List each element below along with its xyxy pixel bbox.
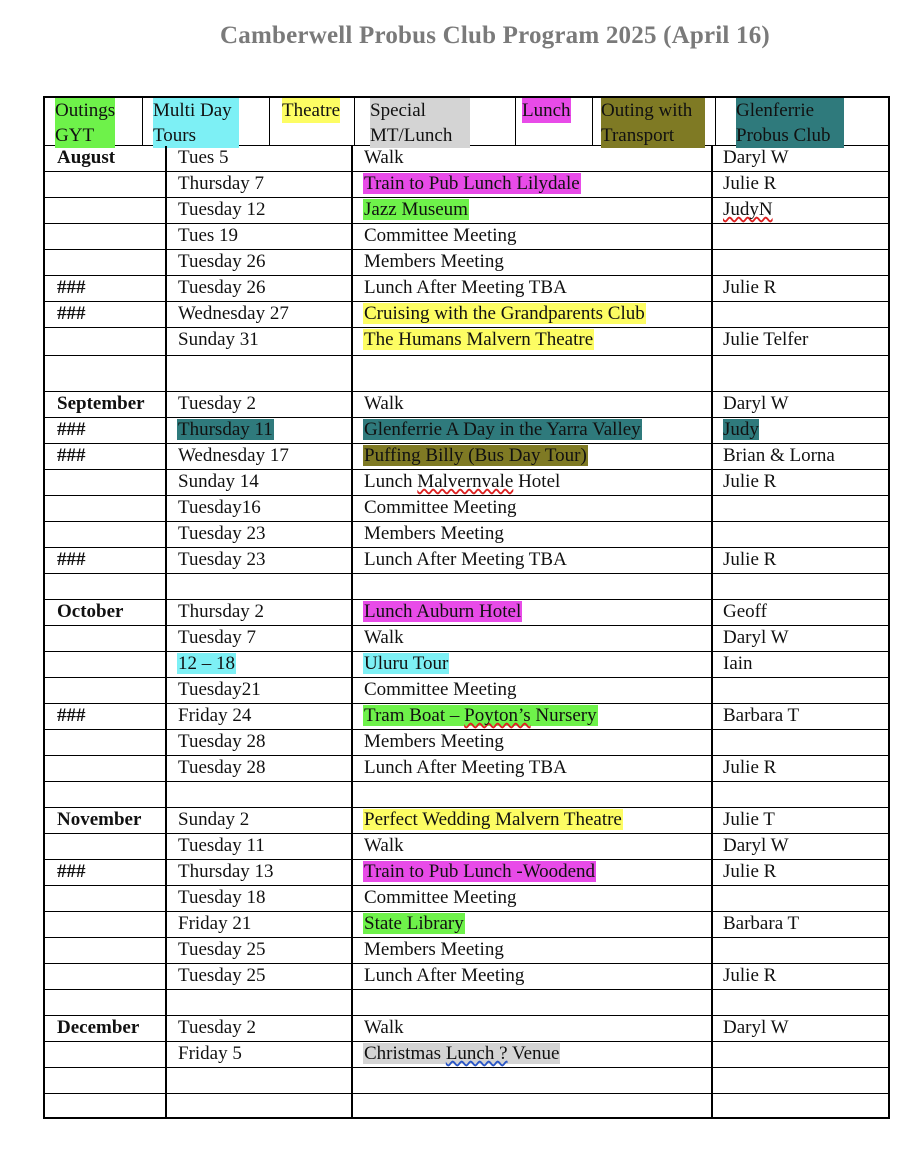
table-row <box>45 574 890 600</box>
leader-text: JudyN <box>723 199 773 220</box>
table-row <box>45 356 890 392</box>
event-text: Train to Pub Lunch Lilydale <box>364 173 580 194</box>
event-text: Committee Meeting <box>364 497 517 518</box>
date-text <box>177 1095 179 1116</box>
leader-cell <box>723 444 835 469</box>
date-cell <box>177 522 266 547</box>
legend-label: Tours <box>153 125 197 146</box>
leader-cell <box>723 652 753 677</box>
date-text: Tuesday 11 <box>178 835 265 856</box>
table-row <box>45 782 890 808</box>
table-row <box>45 808 890 834</box>
date-text: Thursday 11 <box>178 419 273 440</box>
month-cell: December <box>57 1017 140 1038</box>
table-row <box>45 730 890 756</box>
event-cell <box>363 574 365 599</box>
date-text: Tuesday 2 <box>178 393 256 414</box>
table-row <box>45 302 890 328</box>
leader-cell <box>723 146 789 171</box>
event-text: Committee Meeting <box>364 679 517 700</box>
legend-label: Probus Club <box>736 125 831 146</box>
event-text: Uluru Tour <box>364 653 449 674</box>
date-text: Tuesday 28 <box>178 757 266 778</box>
date-cell <box>177 328 260 355</box>
table-row <box>45 860 890 886</box>
table-row <box>45 328 890 356</box>
date-cell <box>177 860 275 885</box>
table-row <box>45 652 890 678</box>
table-row <box>45 392 890 418</box>
table-row <box>45 964 890 990</box>
leader-text: Daryl W <box>723 1017 789 1038</box>
table-row <box>45 146 890 172</box>
event-text <box>363 783 365 804</box>
date-text: Friday 21 <box>178 913 252 934</box>
date-cell <box>177 756 266 781</box>
date-cell <box>177 1094 179 1118</box>
leader-text: Julie T <box>723 809 775 830</box>
date-text <box>177 1069 179 1090</box>
table-row <box>45 756 890 782</box>
date-cell <box>177 224 239 249</box>
date-text: Tues 5 <box>178 147 229 168</box>
table-row <box>45 172 890 198</box>
date-cell <box>177 356 179 391</box>
event-text: Lunch After Meeting <box>364 965 525 986</box>
date-cell <box>177 1068 179 1093</box>
event-text-flagged: Malvernvale <box>417 471 514 492</box>
month-cell: ### <box>57 549 86 570</box>
date-cell <box>177 600 265 625</box>
legend-special-mt-lunch <box>355 98 515 146</box>
leader-cell <box>723 1016 789 1041</box>
table-row <box>45 198 890 224</box>
event-cell <box>363 328 594 355</box>
date-text <box>177 575 179 596</box>
event-text: Walk <box>364 835 404 856</box>
table-row <box>45 704 890 730</box>
event-cell <box>363 224 518 249</box>
event-cell <box>363 652 449 677</box>
date-text <box>177 991 179 1012</box>
date-cell <box>177 730 266 755</box>
table-row <box>45 678 890 704</box>
event-cell <box>363 444 588 469</box>
leader-text: Geoff <box>723 601 767 622</box>
leader-cell <box>723 808 775 833</box>
legend-label: Glenferrie <box>736 100 815 121</box>
month-cell: October <box>57 601 124 622</box>
event-text <box>363 1069 365 1090</box>
date-text: Tuesday 26 <box>178 251 266 272</box>
table-row <box>45 548 890 574</box>
leader-text: Julie R <box>723 277 777 298</box>
event-cell <box>363 782 365 807</box>
event-text: Jazz Museum <box>364 199 468 220</box>
date-text: Tuesday 28 <box>178 731 266 752</box>
table-row <box>45 276 890 302</box>
event-text <box>363 1095 365 1116</box>
event-cell <box>363 198 469 223</box>
leader-text: Julie R <box>723 549 777 570</box>
date-text: Tuesday 23 <box>178 523 266 544</box>
legend-label: Multi Day <box>153 100 232 121</box>
date-text: Sunday 14 <box>178 471 259 492</box>
leader-text: Julie R <box>723 757 777 778</box>
date-text: Tuesday 23 <box>178 549 266 570</box>
date-cell <box>177 496 262 521</box>
event-cell <box>363 860 596 885</box>
leader-cell <box>723 756 776 781</box>
event-text-part: Tram Boat – <box>364 705 465 726</box>
event-cell <box>363 146 405 171</box>
leader-text: Barbara T <box>723 705 800 726</box>
legend-label: Outing with <box>601 100 693 121</box>
event-text: Train to Pub Lunch -Woodend <box>364 861 596 882</box>
date-text: Tues 19 <box>178 225 239 246</box>
event-text-flagged: Lunch ? <box>445 1043 508 1064</box>
table-row <box>45 834 890 860</box>
date-cell <box>177 548 266 573</box>
event-cell <box>363 704 598 729</box>
date-text: Friday 5 <box>178 1043 242 1064</box>
month-cell: ### <box>57 445 86 466</box>
month-cell: August <box>57 147 116 168</box>
event-text <box>363 575 365 596</box>
date-cell <box>177 1016 257 1041</box>
event-text: Lunch After Meeting TBA <box>364 757 567 778</box>
leader-cell <box>723 964 776 989</box>
month-cell: ### <box>57 861 86 882</box>
event-cell <box>363 302 646 327</box>
event-cell <box>363 496 518 521</box>
table-row <box>45 886 890 912</box>
event-text: Walk <box>364 1017 404 1038</box>
legend-lunch: Lunch <box>522 100 571 121</box>
date-cell <box>177 470 260 495</box>
event-text: Members Meeting <box>364 523 504 544</box>
date-text: Friday 24 <box>178 705 252 726</box>
date-cell <box>177 964 266 989</box>
date-text: Tuesday 26 <box>178 277 266 298</box>
leader-text: Iain <box>723 653 753 674</box>
date-text <box>177 357 179 378</box>
date-text: Wednesday 17 <box>178 445 289 466</box>
leader-cell <box>723 860 776 885</box>
date-text: Sunday 2 <box>178 809 250 830</box>
month-cell: ### <box>57 303 86 324</box>
table-row <box>45 938 890 964</box>
legend-glenferrie-probus-club <box>716 98 890 146</box>
date-text: Sunday 31 <box>178 329 259 350</box>
table-row <box>45 418 890 444</box>
table-row <box>45 250 890 276</box>
leader-cell <box>723 470 776 495</box>
month-cell: September <box>57 393 145 414</box>
leader-text: Julie R <box>723 471 777 492</box>
legend-label: GYT <box>55 125 95 146</box>
date-cell <box>177 146 230 171</box>
event-cell <box>363 912 465 937</box>
date-cell <box>177 704 252 729</box>
event-text: Lunch Auburn Hotel <box>364 601 522 622</box>
leader-text: Julie Telfer <box>723 329 809 350</box>
table-row <box>45 522 890 548</box>
date-text: Tuesday 18 <box>178 887 266 908</box>
date-cell <box>177 392 257 417</box>
event-text-part: Lunch <box>364 471 418 492</box>
date-text: Tuesday 7 <box>178 627 256 648</box>
leader-cell <box>723 172 776 197</box>
date-cell <box>177 652 236 677</box>
date-cell <box>177 1042 243 1067</box>
leader-text: Julie R <box>723 173 777 194</box>
leader-cell <box>723 600 767 625</box>
event-text: Glenferrie A Day in the Yarra Valley <box>364 419 641 440</box>
event-text-part: Christmas <box>364 1043 446 1064</box>
event-text <box>363 471 561 492</box>
table-row <box>45 444 890 470</box>
event-text: Committee Meeting <box>364 887 517 908</box>
event-cell <box>363 1016 405 1041</box>
table-row <box>45 626 890 652</box>
event-text-part: Venue <box>507 1043 560 1064</box>
event-text: Walk <box>364 393 404 414</box>
date-cell <box>177 418 274 443</box>
event-text: Perfect Wedding Malvern Theatre <box>364 809 622 830</box>
event-text-part: Nursery <box>530 705 597 726</box>
date-text: Tuesday 2 <box>178 1017 256 1038</box>
date-cell <box>177 276 266 301</box>
date-cell <box>177 172 265 197</box>
legend-multi-day-tours <box>143 98 269 146</box>
month-cell: ### <box>57 419 86 440</box>
date-text: Tuesday16 <box>178 497 261 518</box>
date-text: Wednesday 27 <box>178 303 289 324</box>
event-text: Walk <box>364 147 404 168</box>
page-title: Camberwell Probus Club Program 2025 (April 16) <box>220 22 770 49</box>
leader-cell <box>723 626 789 651</box>
program-table <box>43 146 890 1119</box>
leader-text: Barbara T <box>723 913 800 934</box>
event-cell <box>363 808 623 833</box>
event-cell <box>363 964 525 989</box>
event-cell <box>363 418 642 443</box>
event-cell <box>363 250 505 275</box>
legend-label: Outings <box>55 100 116 121</box>
legend <box>43 96 890 146</box>
event-cell <box>363 1068 365 1093</box>
event-text-flagged: Poyton’s <box>464 705 531 726</box>
event-cell <box>363 276 568 301</box>
date-cell <box>177 912 252 937</box>
date-cell <box>177 302 290 327</box>
leader-cell <box>723 418 759 443</box>
month-cell: ### <box>57 277 86 298</box>
date-cell <box>177 782 179 807</box>
table-row <box>45 1016 890 1042</box>
leader-cell <box>723 912 799 937</box>
table-row <box>45 224 890 250</box>
date-cell <box>177 678 262 703</box>
event-cell <box>363 392 405 417</box>
event-cell <box>363 626 405 651</box>
event-text: Members Meeting <box>364 731 504 752</box>
event-text: Lunch After Meeting TBA <box>364 277 567 298</box>
date-text: Tuesday 12 <box>178 199 266 220</box>
event-cell <box>363 756 568 781</box>
table-row <box>45 1042 890 1068</box>
event-text-part: Hotel <box>513 471 561 492</box>
date-text: Tuesday21 <box>178 679 261 700</box>
event-cell <box>363 990 365 1015</box>
event-text: Walk <box>364 627 404 648</box>
event-cell <box>363 522 505 547</box>
event-cell <box>363 678 518 703</box>
date-cell <box>177 444 290 469</box>
legend-outings-gyt <box>45 98 141 146</box>
event-text <box>363 357 365 378</box>
event-text: Members Meeting <box>364 939 504 960</box>
table-row <box>45 912 890 938</box>
date-text: Tuesday 25 <box>178 939 266 960</box>
event-cell <box>363 1094 365 1118</box>
legend-label: Special <box>370 100 426 121</box>
legend-label: MT/Lunch <box>370 125 453 146</box>
leader-text: Daryl W <box>723 147 789 168</box>
event-text <box>363 705 598 726</box>
table-row <box>45 1094 890 1118</box>
event-cell <box>363 470 561 495</box>
leader-text: Brian & Lorna <box>723 445 835 466</box>
leader-text: Daryl W <box>723 393 789 414</box>
date-text: Thursday 7 <box>178 173 265 194</box>
leader-text: Daryl W <box>723 835 789 856</box>
date-cell <box>177 250 266 275</box>
leader-text: Julie R <box>723 861 777 882</box>
date-text: Thursday 2 <box>178 601 265 622</box>
leader-text: Judy <box>723 419 759 440</box>
date-text: Thursday 13 <box>178 861 274 882</box>
date-cell <box>177 626 257 651</box>
event-text: Members Meeting <box>364 251 504 272</box>
event-cell <box>363 834 405 859</box>
event-cell <box>363 600 522 625</box>
event-cell <box>363 548 568 573</box>
legend-outing-with-transport <box>593 98 715 146</box>
date-text: 12 – 18 <box>178 653 235 674</box>
event-cell <box>363 172 581 197</box>
leader-text: Daryl W <box>723 627 789 648</box>
leader-cell <box>723 704 799 729</box>
table-row <box>45 1068 890 1094</box>
leader-cell <box>723 834 789 859</box>
legend-theatre: Theatre <box>282 100 341 121</box>
table-row <box>45 600 890 626</box>
leader-cell <box>723 392 789 417</box>
event-text <box>363 991 365 1012</box>
leader-cell <box>723 276 776 301</box>
event-cell <box>363 730 505 755</box>
event-text: Lunch After Meeting TBA <box>364 549 567 570</box>
leader-cell <box>723 198 773 223</box>
event-text: The Humans Malvern Theatre <box>364 329 594 350</box>
date-cell <box>177 990 179 1015</box>
leader-cell <box>723 548 776 573</box>
date-cell <box>177 198 266 223</box>
legend-label: Transport <box>601 125 675 146</box>
event-text: Cruising with the Grandparents Club <box>364 303 645 324</box>
leader-cell <box>723 328 808 355</box>
date-cell <box>177 808 250 833</box>
date-cell <box>177 834 266 859</box>
date-cell <box>177 938 266 963</box>
event-text: Committee Meeting <box>364 225 517 246</box>
table-row <box>45 990 890 1016</box>
leader-text: Julie R <box>723 965 777 986</box>
event-text: Puffing Billy (Bus Day Tour) <box>364 445 587 466</box>
month-cell: November <box>57 809 142 830</box>
date-cell <box>177 886 266 911</box>
event-text <box>363 1043 560 1064</box>
event-cell <box>363 1042 560 1067</box>
event-cell <box>363 886 518 911</box>
event-cell <box>363 938 505 963</box>
event-cell <box>363 356 365 391</box>
event-text: State Library <box>364 913 464 934</box>
date-text <box>177 783 179 804</box>
date-cell <box>177 574 179 599</box>
table-row <box>45 496 890 522</box>
date-text: Tuesday 25 <box>178 965 266 986</box>
table-row <box>45 470 890 496</box>
month-cell: ### <box>57 705 86 726</box>
